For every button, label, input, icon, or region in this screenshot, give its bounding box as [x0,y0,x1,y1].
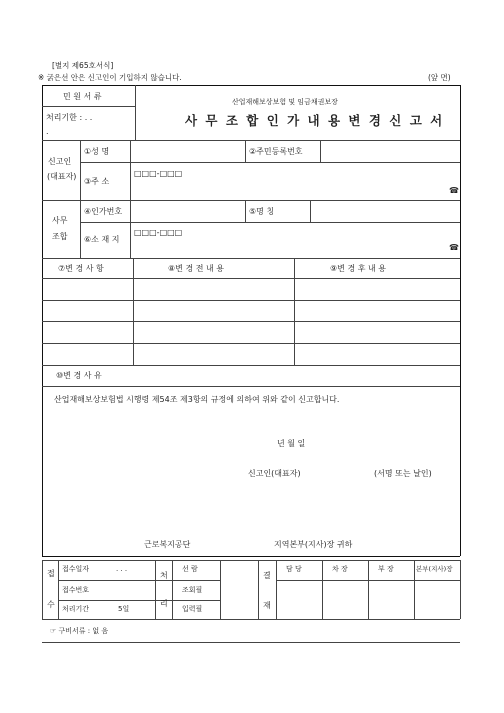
issuer: 근로복지공단 [144,540,191,549]
office-label-1: 사무 [52,216,68,225]
form-title: 사 무 조 합 인 가 내 용 변 경 신 고 서 [185,113,445,128]
change-row-1-item[interactable] [43,279,132,299]
recipient: 지역본부(지사)장 귀하 [274,540,353,549]
name-field[interactable] [131,141,244,161]
deadline-dot: . [46,127,49,136]
office-name-label: ⑤명 칭 [249,207,275,216]
approver-manager: 부 장 [378,565,394,573]
signer-label: 신고인(대표자) [248,469,301,478]
notice: ※ 굵은선 안은 신고인이 기입하지 않습니다. [38,73,182,82]
frame-top [42,85,460,86]
receipt-date-label: 접수일자 [62,565,90,573]
frame-bottom-thick [42,556,460,557]
address-postcode[interactable]: □□□-□□□ [134,169,183,178]
processing-period-label: 처리기간 [62,605,90,613]
permit-number-field[interactable] [131,201,244,221]
receipt-number-label: 접수번호 [62,586,90,594]
office-label-2: 조합 [52,232,68,241]
required-documents-note: ☞ 구비서류 : 없 음 [50,627,109,635]
change-row-2-item[interactable] [43,301,132,320]
office-name-field[interactable] [311,201,459,221]
applicant-label-1: 신고인 [48,157,72,166]
resident-number-label: ②주민등록번호 [249,147,303,156]
approval-char-2: 재 [263,601,271,610]
receipt-label: 민 원 서 류 [63,92,102,101]
approver-staff: 담 당 [286,565,302,573]
location-postcode[interactable]: □□□-□□□ [134,228,183,237]
proc-char-2: 리 [160,599,168,608]
resident-number-field[interactable] [321,141,459,161]
col-after: ⑨변 경 후 내 용 [330,264,386,273]
permit-number-label: ④인가번호 [84,207,123,216]
declaration-date: 년 월 일 [277,439,306,448]
receipt-char-1: 접 [47,569,55,578]
form-number: [별지 제65호서식] [52,61,114,70]
name-label: ①성 명 [84,147,110,156]
approver-deputy: 차 장 [332,565,348,573]
proc-row-review: 선 람 [182,565,198,573]
location-label: ⑥소 재 지 [84,235,120,244]
page-side: (앞 면) [428,73,451,82]
col-before: ⑧변 경 전 내 용 [168,264,224,273]
approval-char-1: 결 [263,571,271,580]
change-row-4-item[interactable] [43,344,132,364]
proc-row-input: 입력필 [182,605,203,613]
proc-char-1: 처 [160,571,168,580]
proc-row-inquiry: 조회필 [182,586,203,594]
office-phone-icon: ☎ [449,243,459,252]
processing-period-value: 5일 [118,605,130,613]
form-subtitle: 산업재해보상보험 및 임금채권보장 [232,98,338,106]
change-row-3-item[interactable] [43,322,132,342]
address-label: ③주 소 [84,177,110,186]
reason-label: ⑩변 경 사 유 [56,371,102,380]
phone-icon: ☎ [449,186,459,195]
frame-right [460,85,461,556]
col-change-item: ⑦변 경 사 항 [58,264,104,273]
receipt-date-value: . . . [116,565,128,573]
applicant-label-2: (대표자) [47,172,77,181]
declaration-statement: 산업재해보상보험법 시행령 제54조 제3항의 규정에 의하여 위와 같이 신고합니다. [54,395,340,404]
receipt-char-2: 수 [47,600,55,609]
signature-label: (서명 또는 날인) [374,469,432,478]
approver-head: 본부(지사)장 [416,565,453,573]
deadline-label: 처리기한 : . . [46,113,93,122]
